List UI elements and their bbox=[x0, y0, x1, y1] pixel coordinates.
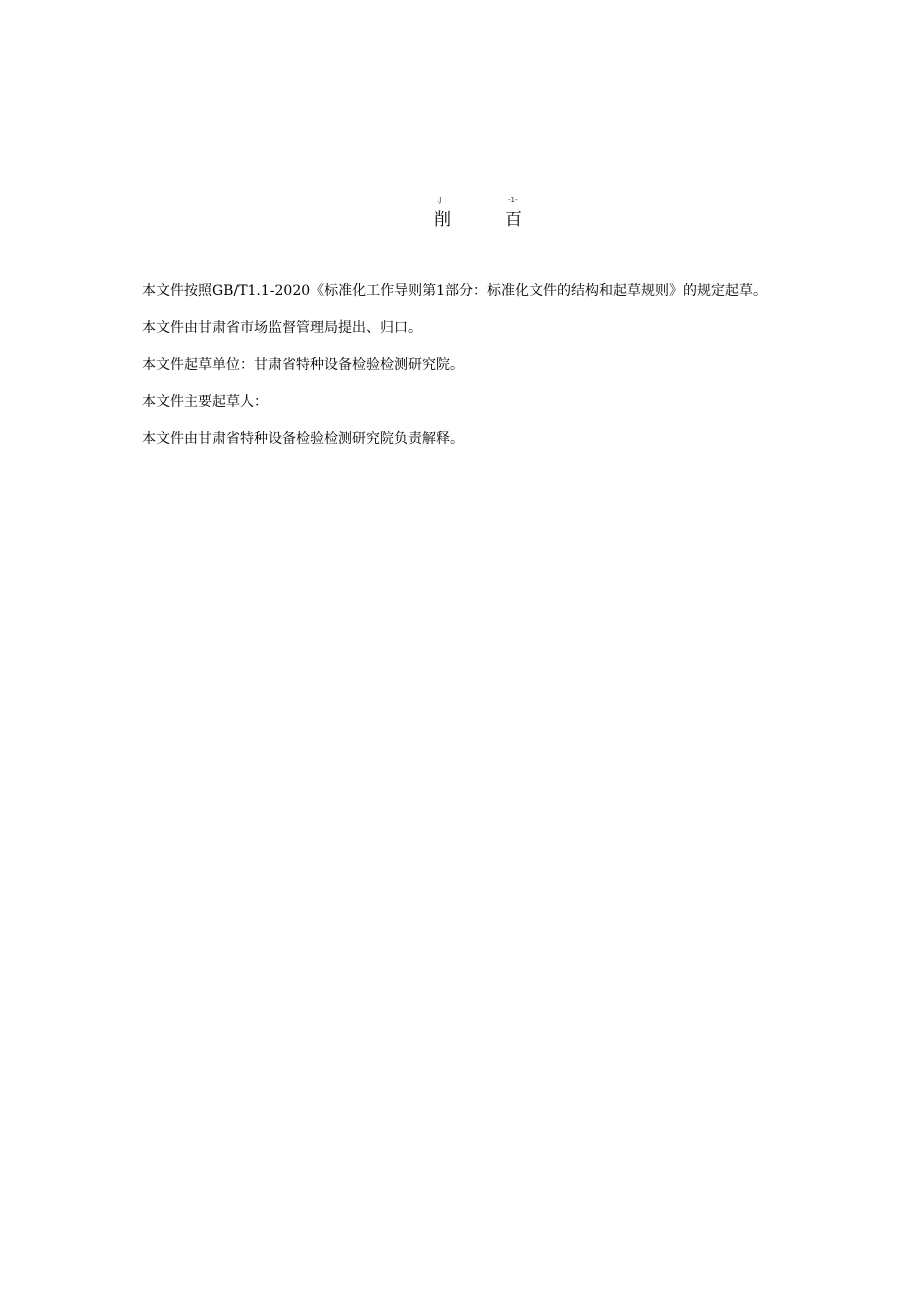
paragraph-interpretation: 本文件由甘肃省特种设备检验检测研究院负责解释。 bbox=[142, 431, 464, 447]
paragraph-main-drafters: 本文件主要起草人： bbox=[142, 394, 268, 410]
heading-char-right: 百 bbox=[505, 210, 522, 230]
preface-body bbox=[142, 281, 882, 466]
paragraph-drafting-rules: 本文件按照GB/T1.1-2020《标准化工作导则第1部分：标准化文件的结构和起草规则》的规定起草。 bbox=[142, 283, 768, 299]
heading-char-left: 削 bbox=[434, 210, 451, 230]
paragraph-proposer: 本文件由甘肃省市场监督管理局提出、归口。 bbox=[142, 320, 422, 336]
preface-heading bbox=[0, 196, 920, 236]
paragraph-drafting-unit: 本文件起草单位：甘肃省特种设备检验检测研究院。 bbox=[142, 357, 464, 373]
heading-mark-left: .J bbox=[437, 196, 442, 204]
heading-mark-right: -1- bbox=[508, 196, 518, 204]
